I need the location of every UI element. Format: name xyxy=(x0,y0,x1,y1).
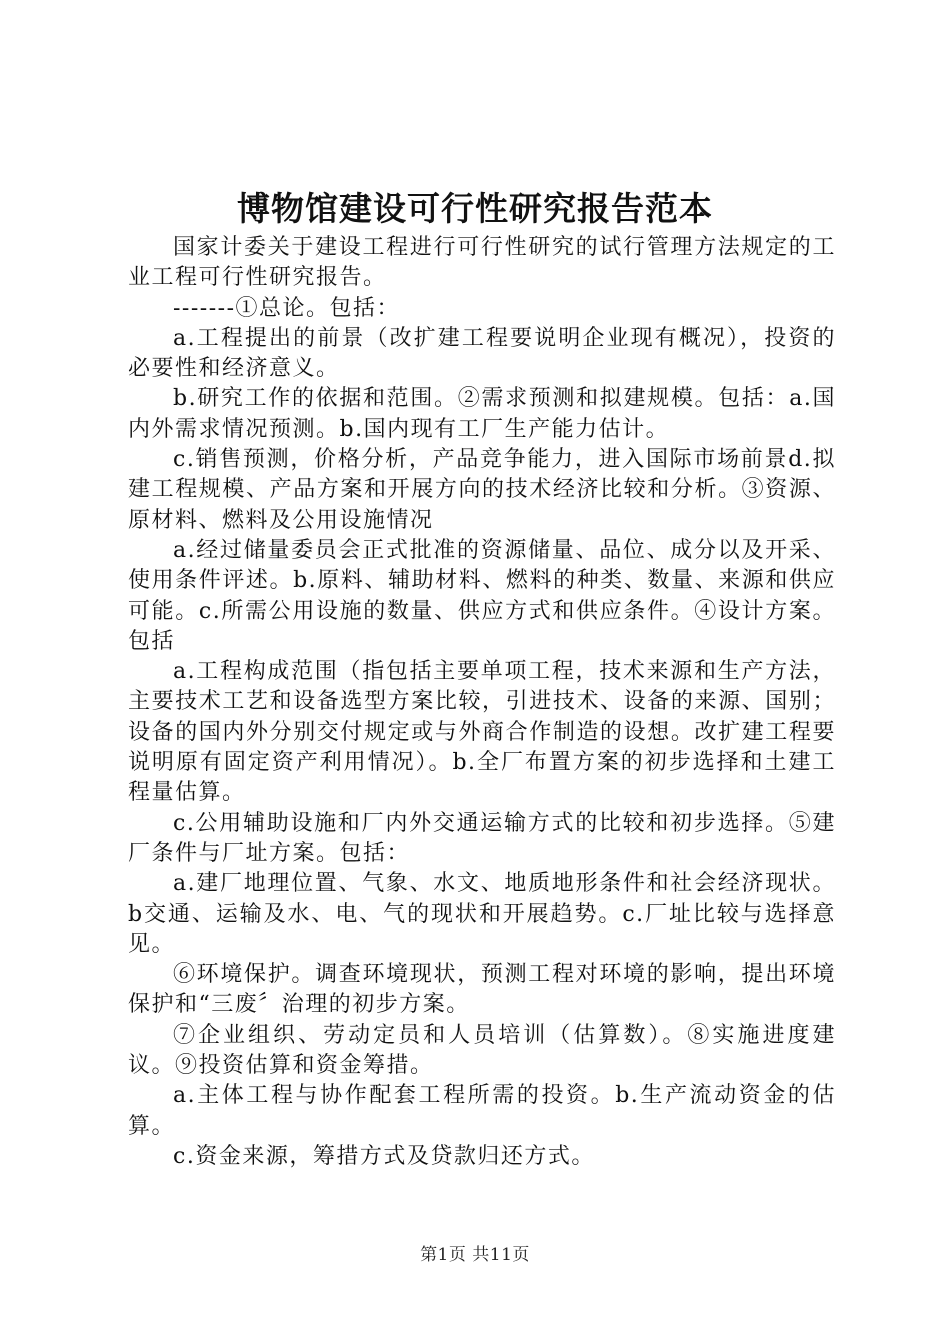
paragraph: c.销售预测，价格分析，产品竞争能力，进入国际市场前景d.拟建工程规模、产品方案和开展方向的技术经济比较和分析。③资源、原材料、燃料及公用设施情况 xyxy=(128,447,836,533)
paragraph: a.工程提出的前景（改扩建工程要说明企业现有概况），投资的必要性和经济意义。 xyxy=(128,325,836,382)
paragraph: b.研究工作的依据和范围。②需求预测和拟建规模。包括：a.国内外需求情况预测。b.国内现有工厂生产能力估计。 xyxy=(128,386,837,442)
paragraph: a.经过储量委员会正式批准的资源储量、品位、成分以及开采、使用条件评述。b.原料、辅助材料、燃料的种类、数量、来源和供应可能。c.所需公用设施的数量、供应方式和供应条件。④设计方案。包括 xyxy=(128,537,836,654)
paragraph: a.工程构成范围（指包括主要单项工程，技术来源和生产方法，主要技术工艺和设备选型方案比较，引进技术、设备的来源、国别；设备的国内外分别交付规定或与外商合作制造的设想。改扩建工程要说明原有固定资产利用情况）。b.全厂布置方案的初步选择和土建工程量估算。 xyxy=(128,659,836,806)
document-body xyxy=(128,233,836,1172)
paragraph: -------①总论。包括： xyxy=(173,295,401,321)
document-title: 博物馆建设可行性研究报告范本 xyxy=(237,189,713,228)
paragraph: ⑥环境保护。调查环境现状，预测工程对环境的影响，提出环境保护和“三废〞治理的初步方案。 xyxy=(128,962,836,1018)
paragraph: ⑦企业组织、劳动定员和人员培训（估算数）。⑧实施进度建议。⑨投资估算和资金筹措。 xyxy=(128,1022,836,1079)
paragraph: c.资金来源，筹措方式及贷款归还方式。 xyxy=(173,1143,595,1169)
paragraph: a.主体工程与协作配套工程所需的投资。b.生产流动资金的估算。 xyxy=(128,1083,836,1139)
paragraph: a.建厂地理位置、气象、水文、地质地形条件和社会经济现状。b交通、运输及水、电、气的现状和开展趋势。c.厂址比较与选择意见。 xyxy=(128,871,836,957)
paragraph: 国家计委关于建设工程进行可行性研究的试行管理方法规定的工业工程可行性研究报告。 xyxy=(128,235,836,291)
paragraph: c.公用辅助设施和厂内外交通运输方式的比较和初步选择。⑤建厂条件与厂址方案。包括： xyxy=(128,810,836,866)
page-number-footer: 第1页 共11页 xyxy=(420,1245,530,1265)
